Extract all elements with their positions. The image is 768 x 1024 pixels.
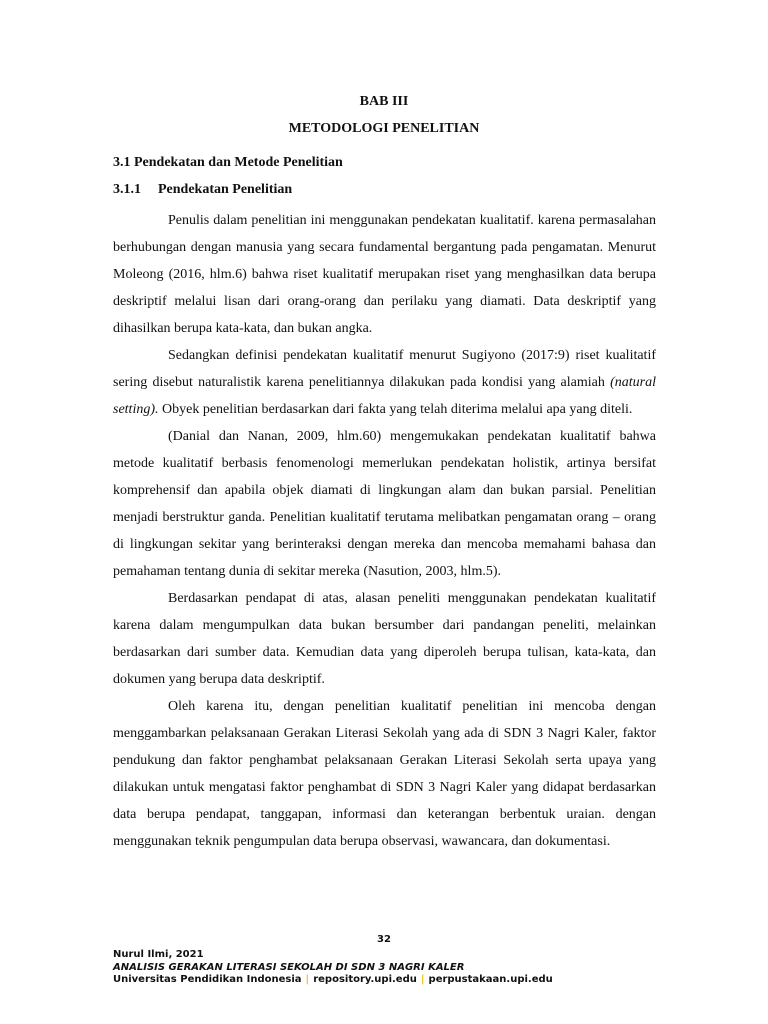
footer	[113, 949, 553, 987]
footer-separator: |	[305, 974, 310, 985]
paragraph-4: Berdasarkan pendapat di atas, alasan peneliti menggunakan pendekatan kualitatif karena dalam mengumpulkan data bukan bersumber dari pandangan peneliti, melainkan berdasarkan dari sumber data. Kemudian data yang diperoleh berupa tulisan, kata-kata, dan dokumen yang berupa data deskriptif.	[113, 591, 656, 687]
footer-author: Nurul Ilmi, 2021	[113, 949, 204, 960]
footer-links	[113, 974, 553, 987]
footer-repository-link[interactable]: repository.upi.edu	[313, 974, 417, 985]
page-number: 32	[377, 934, 391, 945]
body-text	[113, 207, 656, 855]
subsection-heading	[113, 182, 292, 198]
chapter-number: BAB III	[359, 94, 409, 109]
paragraph-1: Penulis dalam penelitian ini menggunakan pendekatan kualitatif. karena permasalahan berhubungan dengan manusia yang secara fundamental bergantung pada pengamatan. Menurut Moleong (2016, hlm.6) bahwa riset kualitatif merupakan riset yang menghasilkan data berupa deskriptif melalui lisan dari orang-orang dan perilaku yang diamati. Data deskriptif yang dihasilkan berupa kata-kata, dan bukan angka.	[113, 213, 656, 336]
paragraph-2	[113, 342, 656, 423]
chapter-title: METODOLOGI PENELITIAN	[288, 121, 480, 136]
paragraph-5: Oleh karena itu, dengan penelitian kualitatif penelitian ini mencoba dengan menggambarkan pelaksanaan Gerakan Literasi Sekolah yang ada di SDN 3 Nagri Kaler, faktor pendukung dan faktor penghambat pelaksanaan Gerakan Literasi Sekolah serta upaya yang dilakukan untuk mengatasi faktor penghambat di SDN 3 Nagri Kaler yang didapat berdasarkan data berupa pendapat, tanggapan, informasi dan keterangan berbentuk uraian. dengan menggunakan teknik pengumpulan data berupa observasi, wawancara, dan dokumentasi.	[113, 699, 656, 849]
footer-university: Universitas Pendidikan Indonesia	[113, 974, 302, 985]
paragraph-2-text-a: Sedangkan definisi pendekatan kualitatif menurut Sugiyono (2017:9) riset kualitatif sering disebut naturalistik karena penelitiannya dilakukan pada kondisi yang alamiah	[113, 348, 656, 390]
footer-separator: |	[420, 974, 425, 985]
footer-library-link[interactable]: perpustakaan.upi.edu	[428, 974, 553, 985]
paragraph-2-italic: (natural setting).	[113, 375, 656, 417]
paragraph-2-text-b: Obyek penelitian berdasarkan dari fakta yang telah diterima melalui apa yang diteli.	[158, 402, 633, 417]
section-heading: 3.1 Pendekatan dan Metode Penelitian	[113, 155, 343, 170]
subsection-title: Pendekatan Penelitian	[158, 182, 293, 197]
paragraph-3: (Danial dan Nanan, 2009, hlm.60) mengemukakan pendekatan kualitatif bahwa metode kualitatif berbasis fenomenologi memerlukan pendekatan holistik, artinya bersifat komprehensif dan apabila objek diamati di lingkungan alam dan bukan parsial. Penelitian menjadi berstruktur ganda. Penelitian kualitatif terutama melibatkan pengamatan orang – orang di lingkungan sekitar yang berinteraksi dengan mereka dan mencoba memahami bahasa dan pemahaman tentang dunia di sekitar mereka (Nasution, 2003, hlm.5).	[113, 429, 656, 579]
subsection-number: 3.1.1	[113, 182, 141, 197]
footer-thesis-title: ANALISIS GERAKAN LITERASI SEKOLAH DI SDN 3 NAGRI KALER	[113, 961, 465, 973]
